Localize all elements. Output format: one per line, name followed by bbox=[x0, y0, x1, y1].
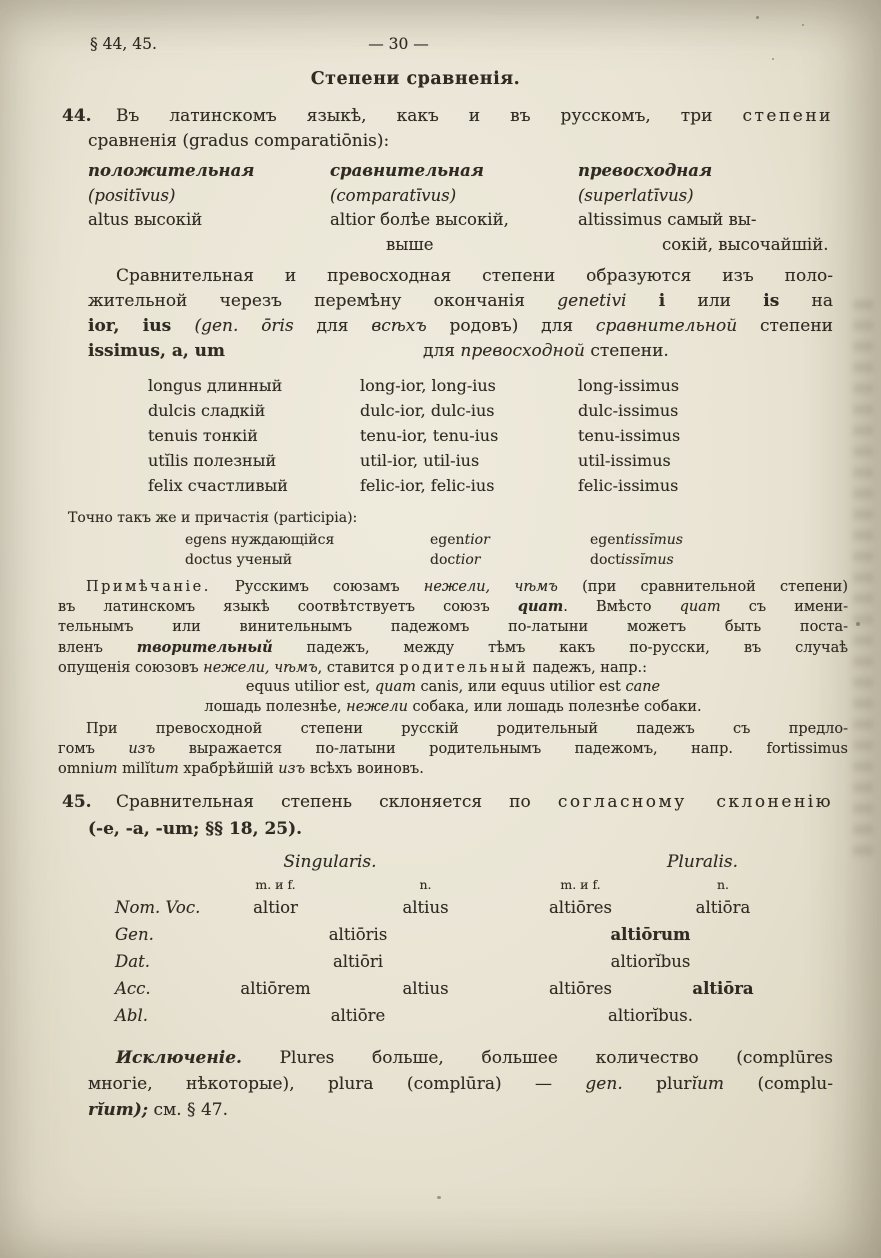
superlative-cell: tenu-issimus bbox=[578, 426, 681, 445]
comparative-degree-column: сравнительная (comparatīvus) altior болѣе высокій, выше bbox=[330, 161, 509, 254]
comparative-cell: felic-ior, felic-ius bbox=[360, 476, 495, 495]
positive-cell: longus длинный bbox=[148, 376, 283, 395]
superlative-cell: util-issimus bbox=[578, 451, 671, 470]
case-label: Nom. Voc. bbox=[115, 898, 201, 918]
table-row bbox=[148, 423, 833, 448]
decl-cell: altiōrem bbox=[240, 979, 311, 999]
positive-cell: tenuis тонкій bbox=[148, 426, 258, 445]
pluralis-heading: Pluralis. bbox=[666, 852, 739, 873]
decl-cell: altius bbox=[402, 979, 449, 999]
gender-subheading: n. bbox=[419, 877, 432, 893]
paragraph-44-text: Въ латинскомъ языкѣ, какъ и въ русскомъ, три степени сравненія (gradus comparatiōnis): bbox=[88, 106, 833, 151]
participle-comparative: egentior bbox=[430, 531, 490, 548]
page-bleed-through bbox=[853, 300, 873, 860]
gender-subheading: m. и f. bbox=[560, 877, 601, 893]
declension-row-dative bbox=[88, 948, 833, 975]
case-label: Dat. bbox=[115, 952, 150, 972]
decl-cell: altiōrum bbox=[610, 925, 691, 945]
declension-row-genitive bbox=[88, 921, 833, 948]
decl-cell: altiōra bbox=[692, 979, 754, 999]
superlative-note: При превосходной степени русскій родительный падежъ съ предло- гомъ изъ выражается по-латыни родительнымъ падежомъ, напр. fortissimus omnium milĭtum храбрѣйшій изъ всѣхъ воиновъ. bbox=[58, 721, 848, 777]
decl-cell: altior bbox=[253, 898, 298, 918]
paragraph-44 bbox=[62, 104, 833, 154]
positive-cell: felix счастливый bbox=[148, 476, 288, 495]
table-row bbox=[148, 373, 833, 398]
comparative-cell: long-ior, long-ius bbox=[360, 376, 496, 395]
decl-cell: altiorĭbus bbox=[610, 952, 691, 972]
decl-cell: altiōris bbox=[328, 925, 388, 945]
gender-subheading: n. bbox=[716, 877, 730, 893]
table-row bbox=[148, 448, 833, 473]
decl-cell: altiōres bbox=[548, 898, 613, 918]
decl-corner bbox=[88, 876, 208, 894]
page-content bbox=[58, 32, 849, 1123]
note-text: Примѣчаніе. Русскимъ союзамъ нежели, чѣмъ (при сравнительной степени) въ латинскомъ языкѣ соотвѣтствуетъ союзъ quam. Вмѣсто quam съ имени- тельнымъ или винительнымъ падежомъ по-латыни можетъ быть поста- вленъ творительный падежъ, между тѣмъ какъ по-русски, въ случаѣ опущенія союзовъ нежели, чѣмъ, ставится родительный падежъ, напр.: bbox=[58, 578, 849, 676]
participle-row bbox=[58, 530, 848, 551]
exception-paragraph: Исключеніе. Plures больше, большее количество (complūres многіе, нѣкоторые), plura (complūra) — gen. plurĭum (complu- rĭum); см. § 47. bbox=[88, 1048, 833, 1121]
paragraph-45-text: Сравнительная степень склоняется по согласному склоненію (-e, -a, -um; §§ 18, 25). bbox=[88, 792, 834, 840]
participle-row bbox=[58, 550, 848, 571]
note-block bbox=[58, 578, 848, 780]
comparative-cell: dulc-ior, dulc-ius bbox=[360, 401, 495, 420]
comparative-cell: tenu-ior, tenu-ius bbox=[360, 426, 499, 445]
formation-rule-paragraph: Сравнительная и превосходная степени образуются изъ поло- жительной черезъ перемѣну окончанія genetivi i или is на ior, ius (gen. ōris для всѣхъ родовъ) для сравнительной степени issimus, a, um для превосходной степени. bbox=[88, 266, 833, 361]
participles-block bbox=[58, 508, 848, 571]
singularis-heading: Singularis. bbox=[283, 852, 377, 873]
section-number-44: 44. bbox=[62, 106, 92, 126]
declension-row-nominative bbox=[88, 894, 833, 921]
comparative-cell: util-ior, util-ius bbox=[360, 451, 480, 470]
comparison-forms-table bbox=[88, 373, 833, 498]
participles-intro: Точно такъ же и причастія (participia): bbox=[68, 510, 358, 526]
participle-superlative: egentissĭmus bbox=[590, 531, 683, 548]
running-head bbox=[88, 32, 833, 54]
positive-cell: dulcis сладкій bbox=[148, 401, 266, 420]
scan-speck bbox=[772, 58, 774, 60]
case-label: Acc. bbox=[115, 979, 151, 999]
page-number: — 30 — bbox=[368, 35, 429, 53]
declension-row-accusative bbox=[88, 975, 833, 1002]
decl-cell: altiorĭbus. bbox=[607, 1006, 694, 1026]
participle-comparative: doctior bbox=[430, 552, 481, 568]
decl-cell: altiōres bbox=[548, 979, 613, 999]
declension-gender-subheadings bbox=[88, 876, 833, 894]
declension-table bbox=[88, 849, 833, 1029]
superlative-degree-column: превосходная (superlatīvus) altissimus самый вы- сокій, высочайшій. bbox=[578, 161, 829, 254]
degrees-of-comparison bbox=[88, 159, 833, 257]
decl-cell: altiōri bbox=[332, 952, 384, 972]
decl-cell: altiōra bbox=[695, 898, 751, 918]
chapter-title: Степени сравненія. bbox=[310, 69, 521, 89]
participle-superlative: doctissĭmus bbox=[590, 552, 674, 568]
section-number-45: 45. bbox=[62, 792, 92, 813]
participle-word: egens нуждающійся bbox=[185, 531, 335, 548]
table-row bbox=[148, 398, 833, 423]
decl-cell: altius bbox=[402, 898, 449, 918]
positive-cell: utĭlis полезный bbox=[148, 451, 277, 470]
decl-cell: altiōre bbox=[330, 1006, 386, 1026]
note-examples: equus utilior est, quam canis, или equus utilior est cane лошадь полезнѣе, нежели собака, или лошадь полезнѣе собаки. bbox=[204, 679, 702, 716]
declension-row-ablative bbox=[88, 1002, 833, 1029]
gender-subheading: m. и f. bbox=[255, 877, 296, 893]
scan-speck bbox=[437, 1196, 441, 1199]
paragraph-45 bbox=[62, 789, 834, 843]
superlative-cell: dulc-issimus bbox=[578, 401, 679, 420]
scan-speck bbox=[756, 16, 759, 19]
positive-degree-column: положительная (positīvus) altus высокій bbox=[88, 161, 255, 229]
table-row bbox=[148, 473, 833, 498]
section-ref: § 44, 45. bbox=[90, 35, 157, 53]
case-label: Gen. bbox=[115, 925, 154, 945]
scan-speck bbox=[802, 24, 804, 26]
participle-word: doctus ученый bbox=[185, 552, 293, 568]
declension-number-headings bbox=[88, 849, 833, 876]
case-label: Abl. bbox=[115, 1006, 148, 1026]
superlative-cell: long-issimus bbox=[578, 376, 680, 395]
superlative-cell: felic-issimus bbox=[578, 476, 679, 495]
